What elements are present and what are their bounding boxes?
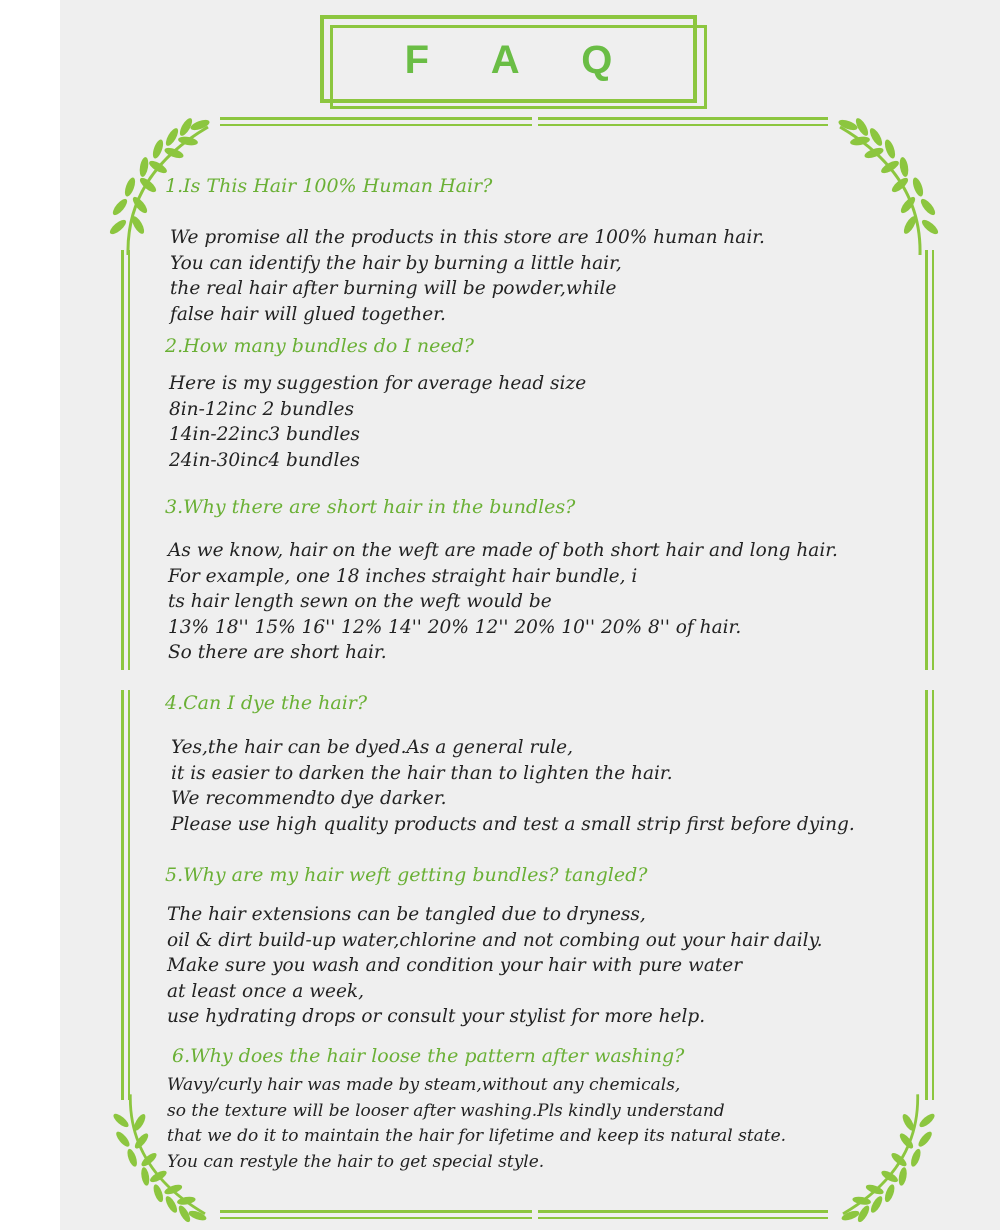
faq-answer-1 <box>170 225 765 327</box>
leaf-ornament-bottom-right-icon <box>830 1085 940 1225</box>
frame-top-line-right-2 <box>538 124 828 126</box>
faq-question-1: 1.Is This Hair 100% Human Hair? <box>165 175 493 197</box>
faq-answer-2 <box>169 371 586 473</box>
frame-right-line-bottom-2 <box>932 690 934 1100</box>
faq-answer-line: so the texture will be looser after washing.Pls kindly understand <box>167 1100 725 1121</box>
faq-question-2: 2.How many bundles do I need? <box>165 335 474 357</box>
faq-answer-line: So there are short hair. <box>168 642 387 663</box>
faq-question-3: 3.Why there are short hair in the bundles? <box>165 496 576 518</box>
faq-answer-line: 24in-30inc4 bundles <box>169 449 360 471</box>
frame-top-line-left <box>220 117 532 120</box>
frame-top-line-left-2 <box>220 124 532 126</box>
faq-answer-line: Here is my suggestion for average head size <box>169 373 587 394</box>
faq-answer-5 <box>167 902 822 1030</box>
faq-answer-line: Yes,the hair can be dyed.As a general rule, <box>171 737 573 758</box>
faq-answer-line: Make sure you wash and condition your hair with pure water <box>167 955 743 976</box>
faq-answer-line: We promise all the products in this store are 100% human hair. <box>170 227 765 248</box>
faq-answer-6 <box>167 1073 786 1175</box>
faq-question-4: 4.Can I dye the hair? <box>165 692 368 714</box>
faq-answer-3 <box>168 538 838 666</box>
faq-answer-line: Wavy/curly hair was made by steam,without any chemicals, <box>167 1075 681 1095</box>
faq-answer-line: oil & dirt build-up water,chlorine and not combing out your hair daily. <box>167 929 823 951</box>
faq-answer-line: ts hair length sewn on the weft would be <box>168 591 552 612</box>
frame-right-line-bottom <box>925 690 928 1100</box>
frame-bottom-line-right <box>538 1210 828 1213</box>
faq-answer-line: Please use high quality products and test a small strip first before dying. <box>171 813 855 835</box>
faq-answer-line: it is easier to darken the hair than to lighten the hair. <box>171 762 673 784</box>
faq-answer-line: For example, one 18 inches straight hair bundle, i <box>168 565 638 587</box>
frame-left-line-bottom <box>121 690 124 1100</box>
leaf-ornament-top-right-icon <box>830 115 940 265</box>
frame-left-line-top <box>121 250 124 670</box>
faq-question-6: 6.Why does the hair loose the pattern after washing? <box>172 1045 685 1067</box>
frame-left-line-top-2 <box>128 250 130 670</box>
frame-right-line-top <box>925 250 928 670</box>
faq-answer-line: 8in-12inc 2 bundles <box>169 398 354 420</box>
frame-bottom-line-right-2 <box>538 1217 828 1219</box>
faq-answer-line: the real hair after burning will be powder,while <box>170 278 617 299</box>
faq-question-5: 5.Why are my hair weft getting bundles? tangled? <box>165 864 648 886</box>
faq-answer-line: As we know, hair on the weft are made of both short hair and long hair. <box>168 540 838 561</box>
frame-bottom-line-left-2 <box>220 1217 532 1219</box>
faq-answer-line: that we do it to maintain the hair for lifetime and keep its natural state. <box>167 1126 787 1146</box>
faq-answer-line: We recommendto dye darker. <box>171 788 447 809</box>
faq-title: F A Q <box>404 38 639 82</box>
faq-answer-line: You can identify the hair by burning a little hair, <box>170 252 622 274</box>
frame-left-line-bottom-2 <box>128 690 130 1100</box>
faq-answer-line: at least once a week, <box>167 980 365 1002</box>
faq-answer-line: You can restyle the hair to get special style. <box>167 1151 545 1172</box>
frame-bottom-line-left <box>220 1210 532 1213</box>
faq-answer-line: 13% 18'' 15% 16'' 12% 14'' 20% 12'' 20% 10'' 20% 8'' of hair. <box>168 616 742 638</box>
faq-answer-line: false hair will glued together. <box>170 303 446 325</box>
faq-answer-line: 14in-22inc3 bundles <box>169 424 360 445</box>
faq-answer-4 <box>171 735 855 837</box>
faq-answer-line: use hydrating drops or consult your stylist for more help. <box>167 1006 706 1027</box>
frame-top-line-right <box>538 117 828 120</box>
faq-answer-line: The hair extensions can be tangled due to dryness, <box>167 904 646 925</box>
frame-right-line-top-2 <box>932 250 934 670</box>
